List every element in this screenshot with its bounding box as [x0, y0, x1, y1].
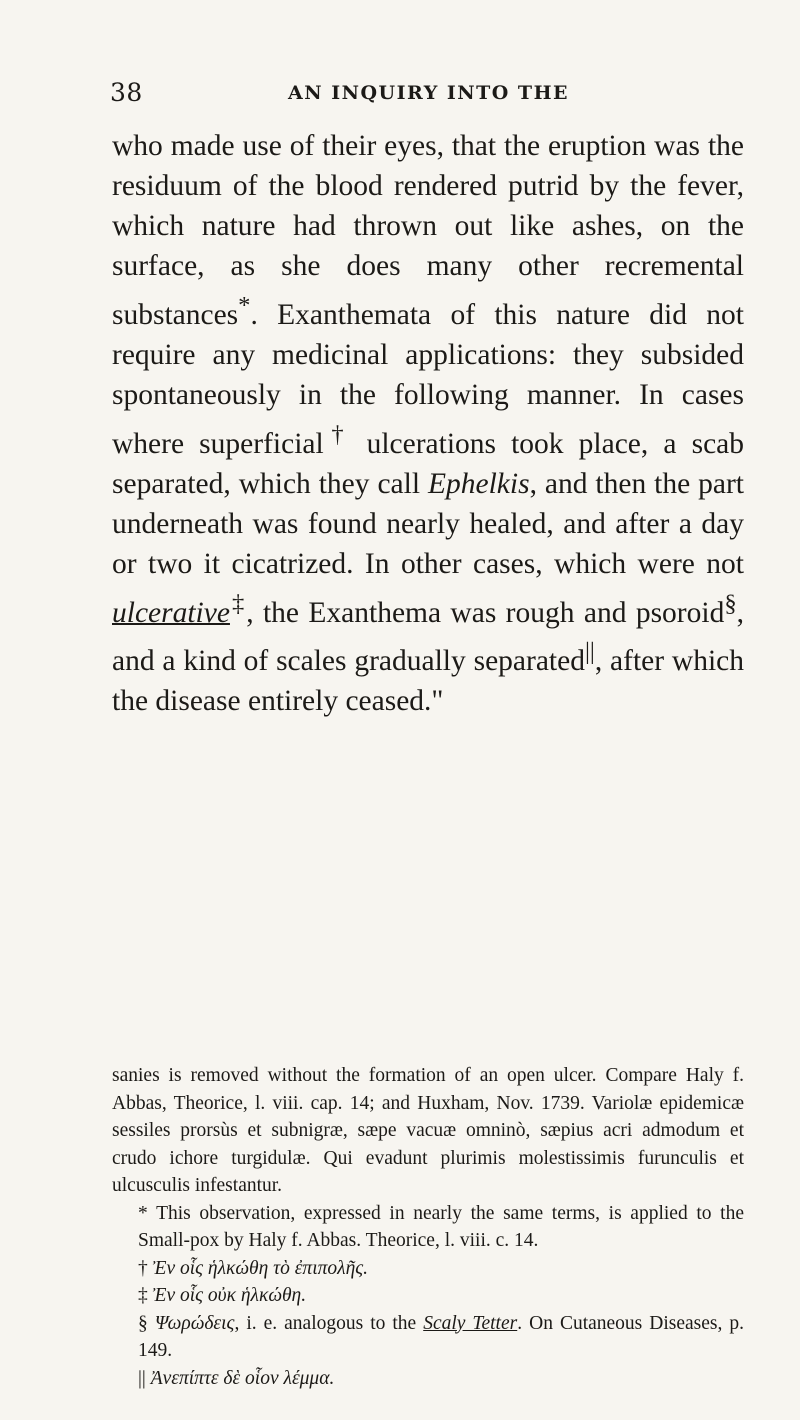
footnote-text: This observation, expressed in nearly the same terms, is applied to the Small-pox by Haly f. Abbas. Theorice, l. viii. c. 14. [138, 1202, 744, 1251]
footnote-greek: Ἐν οἷς ἡλκώθη τὸ ἐπιπολῆς. [152, 1257, 369, 1279]
body-text-part: , the Exanthema was rough and psoroid [246, 596, 725, 629]
footnote-star [112, 1200, 744, 1255]
running-head [110, 78, 790, 112]
footnote-mark: * [138, 1202, 148, 1224]
footnote-ref-parallel: || [584, 638, 595, 666]
body-text-part: , and then the part underneath was found nearly healed, and after a day or two it cicatrized. In other cases, which were not [112, 467, 744, 580]
body-text-part: ulcerations took place, a scab separated, which they call [112, 427, 745, 500]
footnote-greek: Ἐν οἷς οὐκ ἡλκώθη. [152, 1285, 307, 1306]
term-ephelkis: Ephelkis [427, 467, 530, 500]
footnote-mark: † [138, 1257, 148, 1279]
running-title: AN INQUIRY INTO THE [288, 82, 570, 104]
footnote-dagger [112, 1255, 744, 1283]
footnote-ref-section: § [724, 589, 737, 617]
body-text [112, 126, 744, 721]
body-text-part: . Exanthemata of this nature did not require any medicinal applications: they subsided spontaneously in the following manner. In cases where superficial [112, 298, 744, 460]
page-number: 38 [110, 78, 143, 107]
footnote-section [112, 1310, 744, 1365]
footnote-mark: ‡ [138, 1285, 148, 1306]
body-text-part: , after which the disease entirely ceased." [112, 645, 745, 718]
footnote-ref-dagger: † [323, 420, 352, 448]
footnote-double-dagger [112, 1282, 744, 1310]
footnote-mark: || [138, 1367, 146, 1389]
body-text-part: , and a kind of scales gradually separated [112, 596, 744, 678]
body-paragraph [112, 126, 744, 721]
footnote-text: , i. e. analogous to the [234, 1312, 424, 1334]
footnote-greek: Ἀνεπίπτε δὲ οἷον λέμμα. [150, 1367, 335, 1389]
term-scaly-tetter: Scaly Tetter [423, 1312, 518, 1334]
footnote-greek: Ψωρώδεις [154, 1312, 235, 1334]
footnote-mark: § [138, 1312, 148, 1334]
term-ulcerative: ulcerative [112, 596, 230, 629]
footnote-continuation: sanies is removed without the formation of an open ulcer. Compare Haly f. Abbas, Theorice, l. viii. cap. 14; and Huxham, Nov. 1739. Variolæ epidemicæ sessiles prorsùs et subnigræ, sæpe vacuæ omninò, sæpius acri admodum et crudo ichore turgidulæ. Qui evadunt plurimis molestissimis furunculis et ulcusculis infestantur. [112, 1065, 744, 1196]
body-text-part: who made use of their eyes, that the eruption was the residuum of the blood rendered putrid by the fever, which nature had thrown out like ashes, on the surface, as she does many other recremental substances [112, 130, 744, 331]
footnote-ref-double-dagger: ‡ [229, 589, 247, 617]
footnote-parallel [112, 1365, 744, 1393]
footnote-ref-star: * [238, 292, 251, 319]
footnotes [112, 1062, 744, 1392]
footnote-text: . On Cutaneous Diseases, p. 149. [138, 1312, 745, 1361]
